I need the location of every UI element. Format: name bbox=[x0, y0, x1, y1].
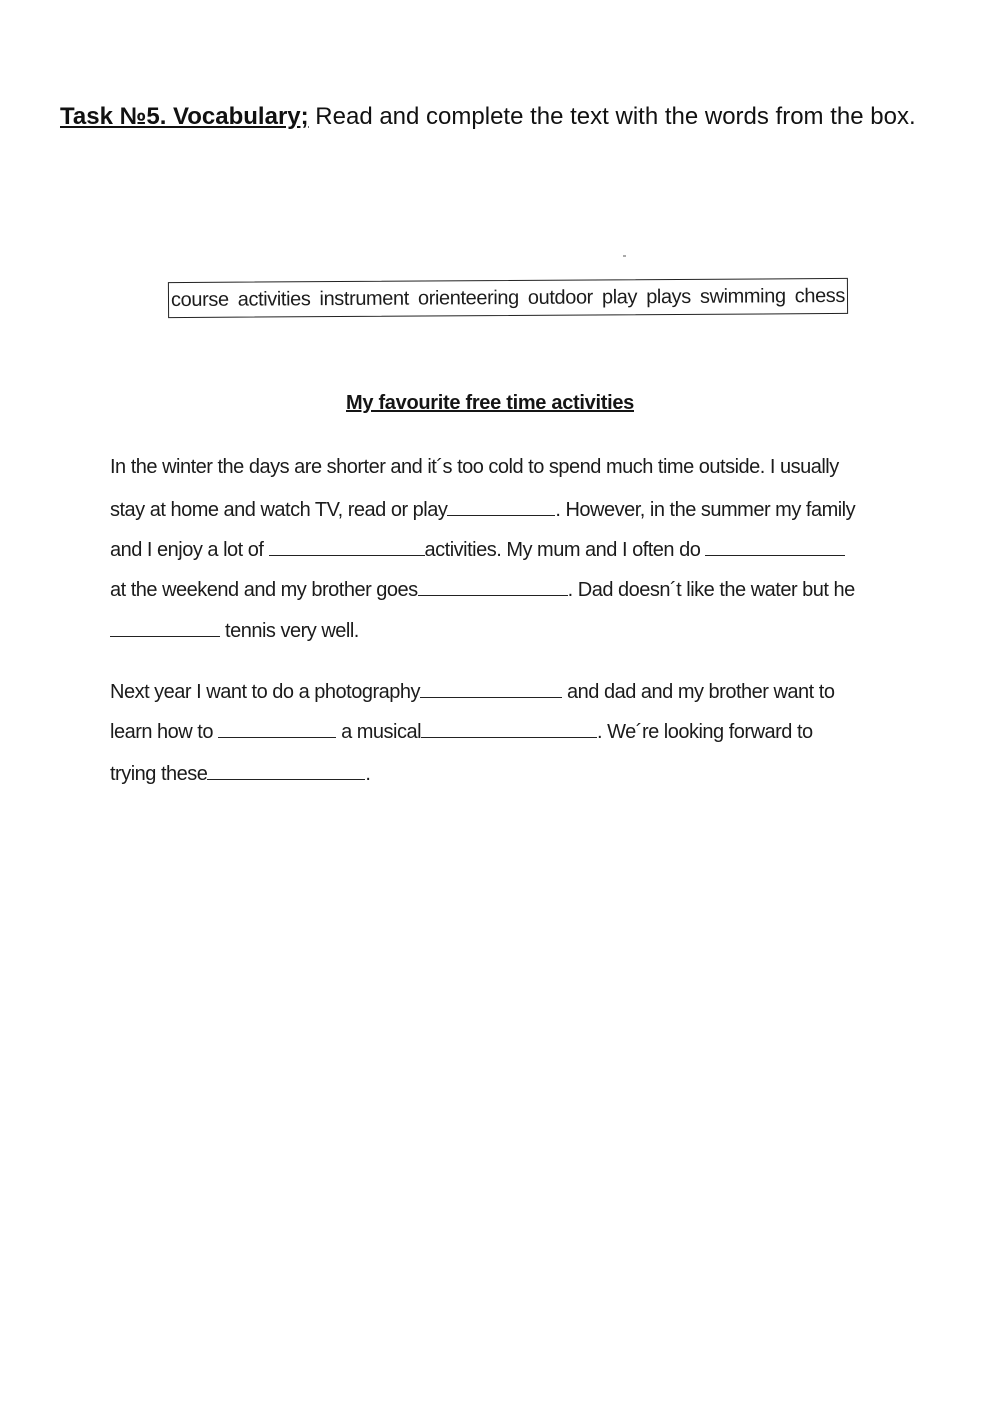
p2-line3-text-a: trying these bbox=[110, 763, 208, 785]
paragraph1-line3 bbox=[110, 537, 845, 562]
p2-line1-text-a: Next year I want to do a photography bbox=[110, 681, 420, 703]
word-instrument: instrument bbox=[319, 287, 409, 310]
p1-line3-text-a: and I enjoy a lot of bbox=[110, 539, 269, 561]
word-plays: plays bbox=[646, 285, 691, 308]
paragraph2-line2 bbox=[110, 719, 813, 744]
blank-2[interactable] bbox=[269, 537, 425, 556]
p1-line2-text-a: stay at home and watch TV, read or play bbox=[110, 499, 448, 521]
blank-3[interactable] bbox=[705, 537, 845, 556]
blank-6[interactable] bbox=[420, 679, 562, 698]
paragraph1-line2 bbox=[110, 497, 855, 522]
blank-7[interactable] bbox=[218, 719, 336, 738]
word-swimming: swimming bbox=[699, 284, 786, 308]
blank-5[interactable] bbox=[110, 618, 220, 637]
blank-4[interactable] bbox=[418, 577, 568, 596]
word-orienteering: orienteering bbox=[417, 286, 519, 310]
blank-9[interactable] bbox=[207, 761, 365, 780]
paragraph1-line1 bbox=[110, 456, 839, 479]
paragraph1-line5 bbox=[110, 618, 359, 643]
p2-line1-text-b: and dad and my brother want to bbox=[561, 681, 835, 703]
p2-line2-text-b: a musical bbox=[336, 721, 422, 743]
word-box bbox=[168, 278, 848, 318]
p2-line3-text-b: . bbox=[365, 763, 371, 785]
paragraph2-line3 bbox=[110, 761, 370, 786]
word-chess: chess bbox=[794, 284, 846, 307]
paragraph2-line1 bbox=[110, 679, 834, 704]
p1-line4-text-b: . Dad doesn´t like the water but he bbox=[567, 579, 855, 601]
task-instruction: Read and complete the text with the words from the box. bbox=[308, 103, 916, 130]
p2-line2-text-c: . We´re looking forward to bbox=[597, 721, 813, 743]
word-play: play bbox=[601, 285, 638, 308]
paragraph1-line4 bbox=[110, 577, 855, 602]
p1-line3-text-b: activities. My mum and I often do bbox=[424, 539, 706, 561]
p2-line2-text-a: learn how to bbox=[110, 721, 219, 743]
p1-line4-text-a: at the weekend and my brother goes bbox=[110, 579, 418, 601]
word-outdoor: outdoor bbox=[527, 285, 593, 309]
scan-speck bbox=[623, 255, 626, 257]
p1-line2-text-b: . However, in the summer my family bbox=[555, 499, 856, 521]
blank-8[interactable] bbox=[421, 719, 597, 738]
task-label: Task №5. Vocabulary; bbox=[60, 103, 309, 130]
p1-line5-text: tennis very well. bbox=[220, 620, 359, 642]
text-title: My favourite free time activities bbox=[346, 392, 634, 414]
word-activities: activities bbox=[237, 287, 311, 311]
word-course: course bbox=[170, 288, 229, 311]
p1-line1-text: In the winter the days are shorter and it´s too cold to spend much time outside. I usually bbox=[110, 456, 839, 478]
blank-1[interactable] bbox=[447, 497, 555, 516]
task-header bbox=[60, 98, 940, 136]
